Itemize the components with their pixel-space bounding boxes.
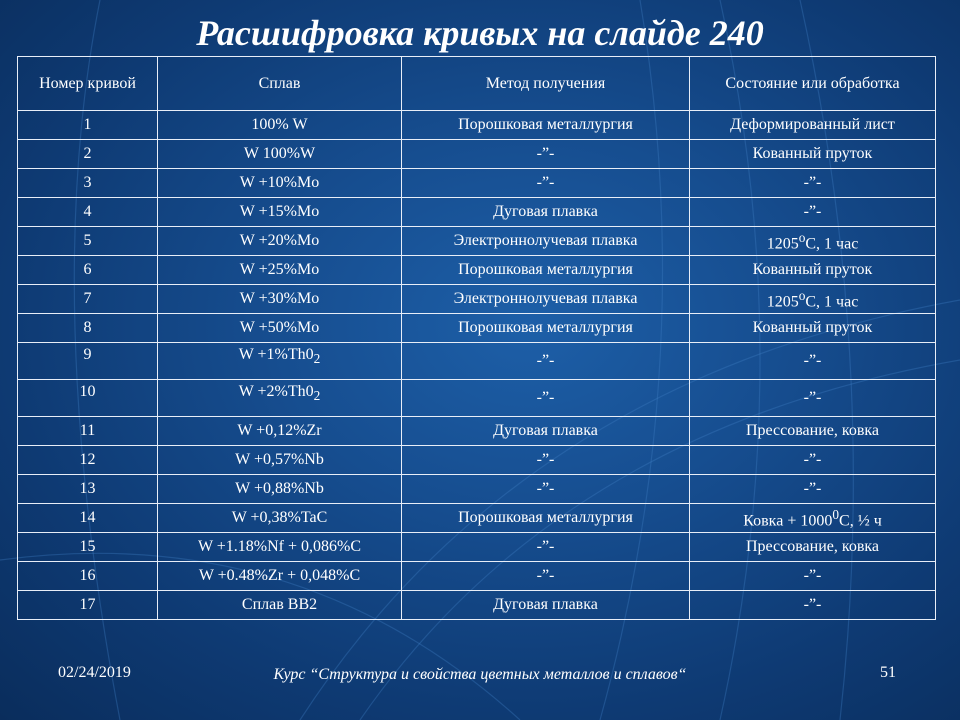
method-name: -”- [536,145,555,162]
state-superscript: o [798,229,806,245]
cell-method [402,314,690,343]
method-name: Дуговая плавка [493,596,598,613]
alloy-name: W +10%Mo [239,174,320,191]
cell-state [690,533,936,562]
table-row [18,446,936,475]
cell-curve-number [18,504,158,533]
cell-alloy [158,591,402,620]
alloy-subscript: 2 [313,351,321,367]
cell-alloy [158,198,402,227]
cell-curve-number [18,562,158,591]
state-superscript: 0 [832,506,840,522]
table-row [18,140,936,169]
state-text-rest: C, 1 час [805,293,859,311]
alloy-name: W +0,88%Nb [235,480,324,497]
cell-alloy [158,343,402,380]
cell-curve-number [18,591,158,620]
alloy-name: W +0,38%TaC [231,509,328,526]
cell-method [402,380,690,417]
table-row [18,591,936,620]
cell-curve-number [18,343,158,380]
cell-state [690,198,936,227]
header-curve-number: Номер кривой [18,57,158,111]
cell-alloy [158,256,402,285]
table-row [18,417,936,446]
cell-curve-number [18,446,158,475]
cell-curve-number [18,169,158,198]
cell-curve-number [18,285,158,314]
cell-method [402,562,690,591]
table-row [18,504,936,533]
cell-method [402,446,690,475]
alloy-name: W +50%Mo [239,319,320,336]
method-name: Порошковая металлургия [458,261,633,278]
curve-number: 10 [79,383,96,400]
cell-curve-number [18,475,158,504]
state-text: -”- [803,451,822,468]
curve-number: 11 [79,422,96,439]
state-text: Кованный пруток [752,319,873,336]
cell-method [402,475,690,504]
method-name: Порошковая металлургия [458,319,633,336]
state-text: 1205 [766,293,799,311]
alloy-name: W +30%Mo [239,290,320,307]
cell-method [402,111,690,140]
footer-course: Курс “Структура и свойства цветных металлов и сплавов“ [273,666,687,683]
footer-date: 02/24/2019 [58,664,131,681]
curve-number: 12 [79,451,96,468]
cell-alloy [158,140,402,169]
table-row [18,227,936,256]
method-name: -”- [536,174,555,191]
cell-alloy [158,111,402,140]
state-text: -”- [803,174,822,191]
curve-number: 9 [83,346,92,363]
state-text: -”- [803,352,822,369]
curve-number: 5 [83,232,92,249]
method-name: Порошковая металлургия [458,509,633,526]
state-superscript: o [798,287,806,303]
curve-number: 8 [83,319,92,336]
cell-method [402,198,690,227]
alloy-subscript: 2 [313,388,321,404]
cell-method [402,343,690,380]
cell-state [690,227,936,256]
curve-number: 16 [79,567,96,584]
alloy-name: W +2%Th0 [238,383,314,400]
alloy-name: W +0,12%Zr [237,422,322,439]
method-name: -”- [536,352,555,369]
table-row [18,343,936,380]
cell-method [402,417,690,446]
cell-alloy [158,169,402,198]
cell-method [402,256,690,285]
state-text: Прессование, ковка [745,422,880,439]
cell-alloy [158,562,402,591]
cell-curve-number [18,198,158,227]
cell-alloy [158,285,402,314]
state-text: -”- [803,567,822,584]
method-name: Порошковая металлургия [458,116,633,133]
cell-alloy [158,417,402,446]
cell-alloy [158,380,402,417]
method-name: Дуговая плавка [493,203,598,220]
curve-number: 15 [79,538,96,555]
cell-alloy [158,446,402,475]
alloy-name: W +25%Mo [239,261,320,278]
method-name: Электроннолучевая плавка [453,232,638,249]
cell-curve-number [18,111,158,140]
state-text-rest: C, 1 час [805,235,859,253]
curve-number: 1 [83,116,92,133]
method-name: Электроннолучевая плавка [453,290,638,307]
cell-state [690,417,936,446]
state-text: -”- [803,480,822,497]
cell-curve-number [18,380,158,417]
cell-state [690,343,936,380]
alloy-name: W +20%Mo [239,232,320,249]
state-text-rest: C, ½ ч [839,512,882,530]
cell-alloy [158,533,402,562]
cell-state [690,140,936,169]
curve-number: 13 [79,480,96,497]
table-row [18,111,936,140]
method-name: -”- [536,538,555,555]
state-text: -”- [803,203,822,220]
method-name: Дуговая плавка [493,422,598,439]
cell-curve-number [18,533,158,562]
cell-state [690,475,936,504]
cell-curve-number [18,417,158,446]
state-text: Ковка + 1000 [743,512,833,530]
table-header-row [18,57,936,111]
table-row [18,198,936,227]
alloy-name: 100% W [251,116,308,133]
cell-method [402,227,690,256]
method-name: -”- [536,389,555,406]
cell-alloy [158,314,402,343]
alloy-name: W +0,57%Nb [235,451,324,468]
table-row [18,533,936,562]
cell-state [690,256,936,285]
method-name: -”- [536,480,555,497]
curve-number: 2 [83,145,92,162]
cell-method [402,533,690,562]
curve-number: 4 [83,203,92,220]
table-row [18,562,936,591]
cell-method [402,285,690,314]
header-alloy: Сплав [158,57,402,111]
alloys-table [17,56,936,620]
table-row [18,380,936,417]
state-text: Деформированный лист [730,116,895,133]
curve-number: 3 [83,174,92,191]
curve-number: 6 [83,261,92,278]
cell-alloy [158,475,402,504]
state-text: Прессование, ковка [745,538,880,555]
table-row [18,285,936,314]
cell-state [690,314,936,343]
state-text: -”- [803,596,822,613]
cell-alloy [158,504,402,533]
header-state: Состояние или обработка [690,57,936,111]
cell-curve-number [18,256,158,285]
page-title: Расшифровка кривых на слайде 240 [196,13,764,53]
alloy-name: Сплав ВВ2 [241,596,318,613]
cell-method [402,169,690,198]
state-text: 1205 [766,235,799,253]
cell-state [690,562,936,591]
method-name: -”- [536,451,555,468]
cell-curve-number [18,140,158,169]
state-text: -”- [803,389,822,406]
curve-number: 7 [83,290,92,307]
cell-state [690,446,936,475]
table-body [18,111,936,620]
state-text: Кованный пруток [752,145,873,162]
state-text: Кованный пруток [752,261,873,278]
method-name: -”- [536,567,555,584]
cell-state [690,111,936,140]
alloy-name: W +15%Mo [239,203,320,220]
cell-state [690,169,936,198]
curve-number: 17 [79,596,96,613]
cell-curve-number [18,314,158,343]
table-row [18,475,936,504]
cell-state [690,504,936,533]
header-method: Метод получения [402,57,690,111]
cell-state [690,591,936,620]
cell-method [402,591,690,620]
cell-state [690,285,936,314]
table-row [18,314,936,343]
alloy-name: W +1%Th0 [238,346,314,363]
cell-state [690,380,936,417]
alloy-name: W 100%W [243,145,316,162]
alloy-name: W +1.18%Nf + 0,086%C [197,538,362,555]
cell-method [402,140,690,169]
cell-alloy [158,227,402,256]
cell-method [402,504,690,533]
curve-number: 14 [79,509,96,526]
cell-curve-number [18,227,158,256]
table-row [18,169,936,198]
page-number: 51 [880,664,896,681]
table-row [18,256,936,285]
alloy-name: W +0.48%Zr + 0,048%C [198,567,361,584]
